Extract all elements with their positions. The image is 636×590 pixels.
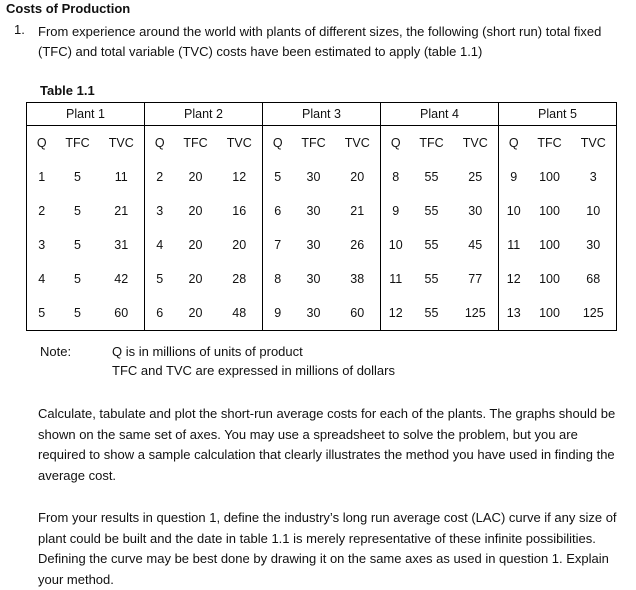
- plant-header: Plant 2: [145, 103, 263, 126]
- table-cell: 45: [453, 228, 499, 262]
- question-text: From experience around the world with plants of different sizes, the following (short run) total fixed (TFC) and total variable (TVC) costs have been estimated to apply (table 1.1): [38, 24, 602, 59]
- table-cell: 13: [499, 296, 529, 331]
- table-cell: 100: [539, 170, 560, 184]
- table-cell: 11: [389, 272, 403, 286]
- instruction-paragraph-1: Calculate, tabulate and plot the short-run average costs for each of the plants. The graphs should be shown on the same set of axes. You may use a spreadsheet to solve the problem, but you are required to show a sample calculation that clearly illustrates the method you have used in finding the average cost.: [38, 406, 616, 483]
- table-cell: 6: [274, 204, 282, 218]
- table-cell: 100: [539, 272, 560, 286]
- plant-header-row: [27, 103, 617, 126]
- table-cell: 6: [145, 296, 175, 331]
- table-cell: 12: [217, 160, 263, 194]
- table-cell: 25: [453, 160, 499, 194]
- table-cell: 100: [539, 204, 560, 218]
- column-header: Q: [272, 136, 283, 150]
- column-header: TVC: [453, 126, 499, 161]
- note-label: Note:: [40, 344, 72, 359]
- table-cell: 5: [57, 296, 99, 331]
- table-cell: 20: [188, 272, 203, 286]
- table-cell: 8: [274, 272, 282, 286]
- plant-header: Plant 5: [499, 103, 617, 126]
- column-header: TVC: [99, 126, 145, 161]
- table-cell: 5: [27, 296, 57, 331]
- table-cell: 77: [453, 262, 499, 296]
- cost-table: [26, 102, 617, 331]
- table-cell: 125: [453, 296, 499, 331]
- column-header: TFC: [65, 136, 90, 150]
- plant-header: Plant 4: [381, 103, 499, 126]
- table-cell: 5: [74, 204, 81, 218]
- column-header: Q: [154, 136, 165, 150]
- table-cell: 8: [392, 170, 400, 184]
- table-cell: 5: [74, 170, 81, 184]
- table-cell: 9: [392, 204, 400, 218]
- table-cell: 2: [27, 194, 57, 228]
- table-cell: 20: [217, 228, 263, 262]
- table-cell: 7: [274, 238, 282, 252]
- table-cell: 5: [156, 272, 164, 286]
- table-cell: 60: [99, 296, 145, 331]
- table-cell: 20: [188, 204, 203, 218]
- column-header: Q: [390, 136, 401, 150]
- table-cell: 30: [306, 272, 321, 286]
- page-title: Costs of Production: [6, 1, 131, 16]
- column-header: TVC: [571, 126, 617, 161]
- table-cell: 5: [274, 170, 282, 184]
- table-cell: 10: [506, 204, 521, 218]
- table-cell: 38: [335, 262, 381, 296]
- table-cell: 3: [571, 160, 617, 194]
- table-cell: 5: [74, 238, 81, 252]
- table-cell: 55: [424, 238, 439, 252]
- table-cell: 20: [175, 296, 217, 331]
- table-cell: 3: [27, 228, 57, 262]
- table-row: [27, 262, 617, 296]
- table-cell: 55: [411, 296, 453, 331]
- column-header: TVC: [335, 126, 381, 161]
- table-cell: 30: [453, 194, 499, 228]
- question-number: 1.: [14, 22, 25, 37]
- note-line-quantity: Q is in millions of units of product: [112, 344, 303, 359]
- plant-header: Plant 1: [27, 103, 145, 126]
- table-cell: 12: [381, 296, 411, 331]
- instruction-paragraph-2: From your results in question 1, define the industry’s long run average cost (LAC) curve if any size of plant could be built and the date in table 1.1 is merely representative of these infinite possibilities. Defining the curve may be best done by drawing it on the same axes as used in question 1. Explain your method.: [38, 510, 617, 587]
- table-cell: 10: [388, 238, 403, 252]
- table-cell: 2: [156, 170, 164, 184]
- table-cell: 55: [424, 272, 439, 286]
- table-cell: 11: [99, 160, 145, 194]
- column-header: TFC: [537, 136, 562, 150]
- table-cell: 30: [306, 238, 321, 252]
- table-cell: 100: [529, 296, 571, 331]
- table-cell: 20: [188, 238, 203, 252]
- table-cell: 16: [217, 194, 263, 228]
- table-cell: 4: [27, 262, 57, 296]
- table-row: [27, 296, 617, 331]
- table-cell: 20: [335, 160, 381, 194]
- table-cell: 48: [217, 296, 263, 331]
- table-cell: 28: [217, 262, 263, 296]
- table-cell: 5: [74, 272, 81, 286]
- table-cell: 31: [99, 228, 145, 262]
- table-cell: 21: [99, 194, 145, 228]
- table-row: [27, 160, 617, 194]
- column-header: Q: [27, 126, 57, 161]
- table-cell: 30: [571, 228, 617, 262]
- column-header: TFC: [301, 136, 326, 150]
- note-line-costs: TFC and TVC are expressed in millions of dollars: [112, 363, 395, 378]
- table-row: [27, 194, 617, 228]
- table-cell: 100: [539, 238, 560, 252]
- column-header: TFC: [419, 136, 444, 150]
- table-cell: 60: [335, 296, 381, 331]
- table-cell: 12: [506, 272, 521, 286]
- table-cell: 4: [156, 238, 164, 252]
- plant-header: Plant 3: [263, 103, 381, 126]
- table-cell: 9: [263, 296, 293, 331]
- table-cell: 3: [156, 204, 164, 218]
- table-cell: 30: [306, 170, 321, 184]
- table-cell: 30: [293, 296, 335, 331]
- table-cell: 9: [510, 170, 518, 184]
- table-cell: 26: [335, 228, 381, 262]
- column-header-row: [27, 126, 617, 161]
- column-header: TFC: [183, 136, 208, 150]
- table-row: [27, 228, 617, 262]
- table-cell: 42: [99, 262, 145, 296]
- table-caption: Table 1.1: [40, 83, 95, 98]
- table-cell: 10: [571, 194, 617, 228]
- table-cell: 55: [424, 204, 439, 218]
- column-header: Q: [508, 136, 519, 150]
- table-cell: 68: [571, 262, 617, 296]
- table-cell: 55: [424, 170, 439, 184]
- table-cell: 1: [27, 160, 57, 194]
- table-cell: 30: [306, 204, 321, 218]
- table-cell: 11: [507, 238, 521, 252]
- table-cell: 20: [188, 170, 203, 184]
- column-header: TVC: [217, 126, 263, 161]
- table-cell: 125: [571, 296, 617, 331]
- table-cell: 21: [335, 194, 381, 228]
